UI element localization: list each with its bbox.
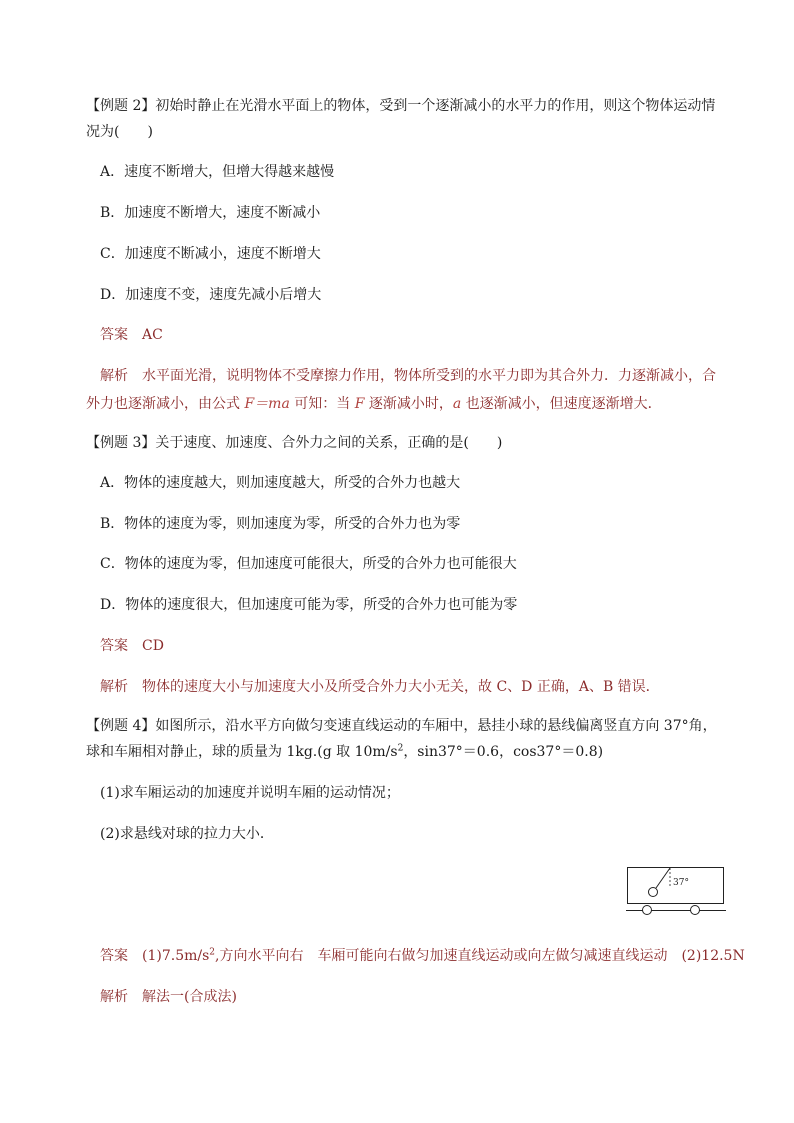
ex4-answer-sup: 2 (209, 947, 216, 958)
ex2-option-c: C．加速度不断减小，速度不断增大 (100, 246, 321, 262)
ex3-question (86, 433, 502, 453)
left-wheel (643, 906, 652, 915)
ex2-analysis-line2 (86, 394, 662, 414)
ex3-option-d: D．物体的速度很大，但加速度可能为零，所受的合外力也可能为零 (100, 597, 518, 613)
ex4-analysis-label: 解析 (100, 989, 128, 1005)
ex3-option-a: A．物体的速度越大，则加速度越大，所受的合外力也越大 (100, 475, 461, 491)
ex2-option-d: D．加速度不变，速度先减小后增大 (100, 287, 322, 303)
ex3-option-c: C．物体的速度为零，但加速度可能很大，所受的合外力也可能很大 (100, 556, 517, 572)
ex4-question-line1 (86, 716, 717, 736)
angle-label: 37° (673, 878, 689, 888)
ex2-analysis2-pre: 外力也逐渐减小，由公式 (86, 396, 245, 412)
right-wheel (691, 906, 700, 915)
ex2-label: 【例题 2】 (86, 98, 156, 114)
ex4-subquestion-1: (1)求车厢运动的加速度并说明车厢的运动情况； (100, 785, 400, 801)
ex2-option-a: A．速度不断增大，但增大得越来越慢 (100, 164, 335, 180)
ex2-var-a: a (452, 396, 462, 412)
pendulum-string (656, 868, 670, 888)
ex2-question-line1 (86, 96, 715, 116)
ex4-subquestion-2: (2)求悬线对球的拉力大小． (100, 826, 274, 842)
ex2-analysis2-mid: 可知：当 (289, 396, 355, 412)
ex3-answer-label: 答案 (100, 638, 128, 654)
ex3-answer (100, 636, 164, 656)
ex2-formula: F＝ma (244, 396, 290, 412)
ex4-answer-pre: (1)7.5m/s (142, 948, 210, 964)
ex2-var-f: F (354, 396, 365, 412)
ex4-text1: 如图所示，沿水平方向做匀变速直线运动的车厢中，悬挂小球的悬线偏离竖直方向 37°角， (155, 718, 717, 734)
ex2-analysis2-post: 也逐渐减小，但速度逐渐增大． (461, 396, 662, 412)
ex2-analysis2-mid2: 逐渐减小时， (364, 396, 453, 412)
ex3-analysis (100, 677, 660, 697)
ex2-analysis-text1: 水平面光滑，说明物体不受摩擦力作用，物体所受到的水平力即为其合外力．力逐渐减小，合 (142, 368, 716, 384)
ex2-analysis-line1 (100, 366, 716, 386)
ex2-answer-label: 答案 (100, 327, 128, 343)
ex2-answer (100, 325, 163, 345)
ex4-label: 【例题 4】 (86, 718, 156, 734)
ex3-analysis-text: 物体的速度大小与加速度大小及所受合外力大小无关，故 C、D 正确，A、B 错误． (142, 679, 660, 695)
ex3-label: 【例题 3】 (86, 435, 156, 451)
ex4-answer-label: 答案 (100, 948, 128, 964)
ex4-analysis-text: 解法一(合成法) (142, 989, 237, 1005)
pendulum-ball (649, 888, 658, 897)
ex2-text: 初始时静止在光滑水平面上的物体，受到一个逐渐减小的水平力的作用，则这个物体运动情 (155, 98, 716, 114)
ex3-option-b: B．物体的速度为零，则加速度为零，所受的合外力也为零 (100, 516, 461, 532)
ex4-analysis (100, 987, 237, 1007)
ex4-question-line2 (86, 742, 603, 762)
cart-pendulum-figure (626, 866, 726, 922)
ex2-option-b: B．加速度不断增大，速度不断减小 (100, 205, 321, 221)
ex2-answer-value: AC (142, 327, 163, 343)
ex4-line2-post: ，sin37°＝0.6，cos37°＝0.8) (403, 744, 604, 760)
ex3-text: 关于速度、加速度、合外力之间的关系，正确的是( ) (155, 435, 503, 451)
ex3-analysis-label: 解析 (100, 679, 128, 695)
ex4-line2-sup: 2 (397, 743, 404, 754)
ex3-answer-value: CD (142, 638, 164, 654)
ex4-answer-post: ,方向水平向右 车厢可能向右做匀加速直线运动或向左做匀减速直线运动 (2)12.5N (215, 948, 745, 964)
ex4-line2-pre: 球和车厢相对静止，球的质量为 1kg.(g 取 10m/s (86, 744, 398, 760)
ex2-analysis-label: 解析 (100, 368, 128, 384)
ex4-answer (100, 946, 745, 966)
ex2-question-line2: 况为( ) (86, 124, 153, 140)
